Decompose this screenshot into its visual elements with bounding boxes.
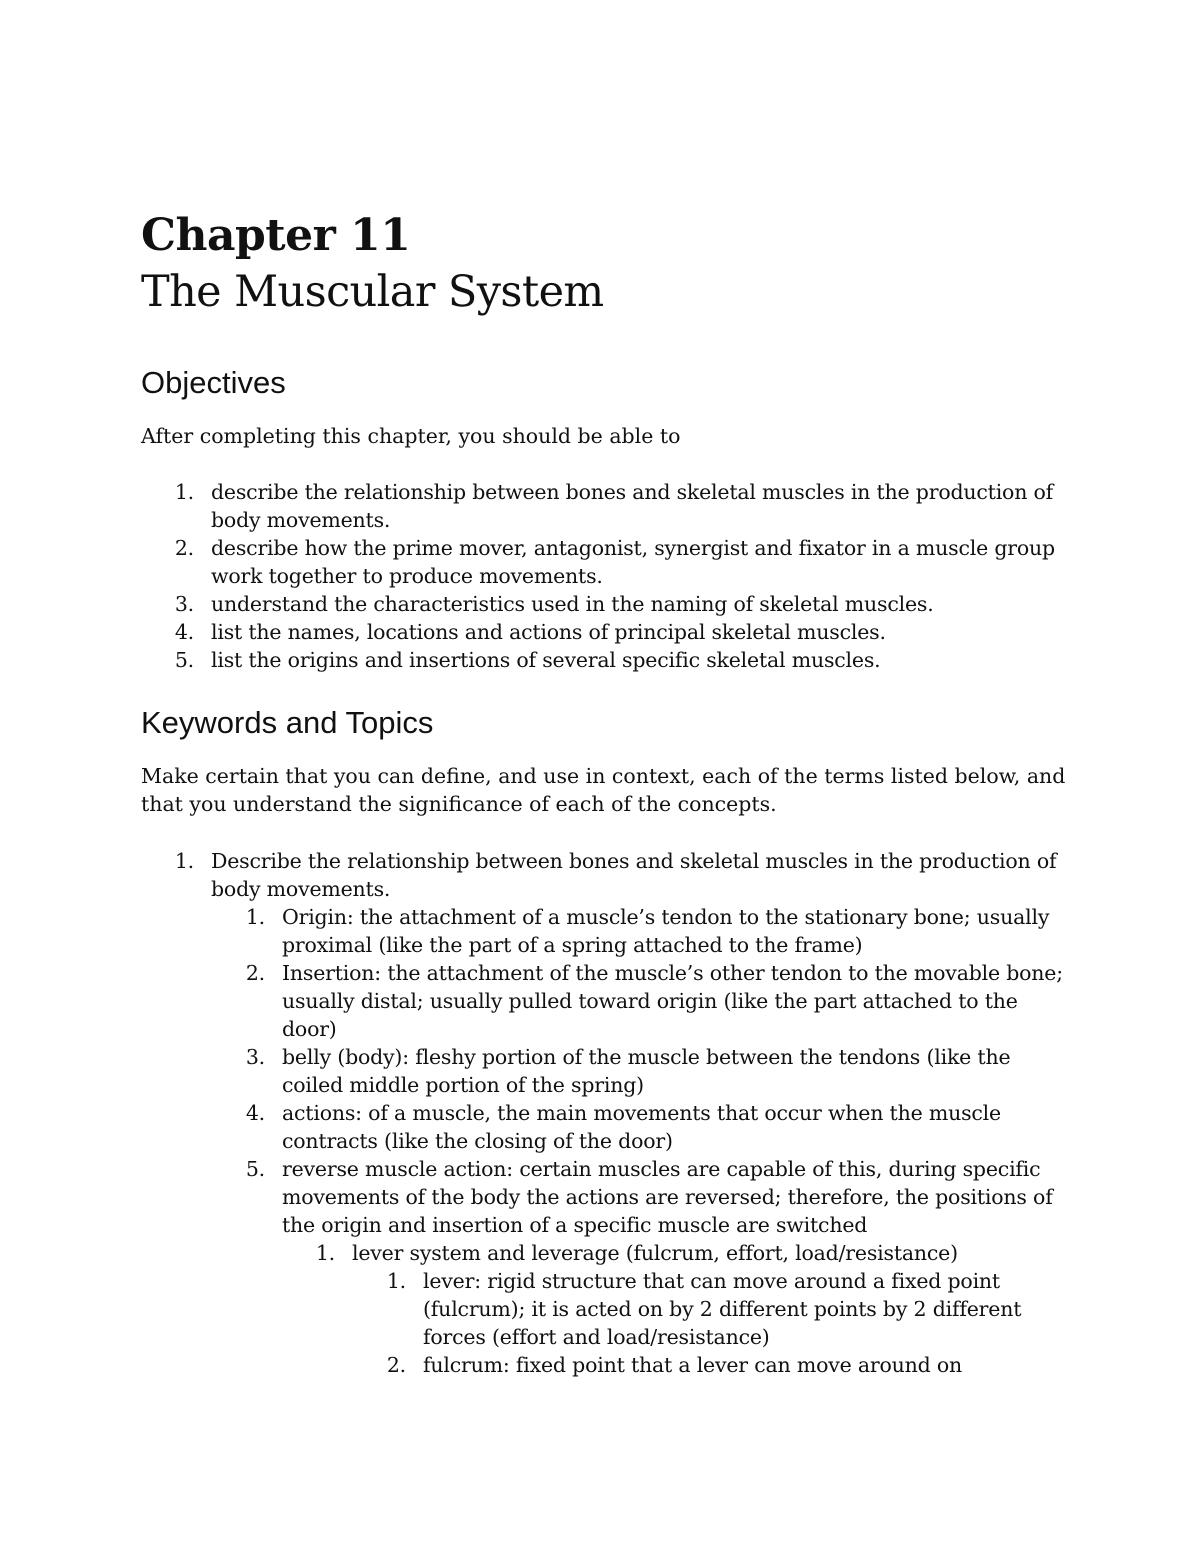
list-number: 2.: [245, 961, 265, 985]
list-text: Origin: the attachment of a muscle’s tendon to the stationary bone; usually proximal (like the part of a spring attached to the frame): [282, 905, 1050, 957]
list-number: 5.: [245, 1157, 265, 1181]
list-text: describe how the prime mover, antagonist, synergist and fixator in a muscle group work together to produce movements.: [211, 536, 1055, 588]
list-text: list the names, locations and actions of principal skeletal muscles.: [211, 620, 886, 644]
list-item: [0, 646, 1200, 674]
list-item: [0, 1043, 1200, 1099]
list-item: [0, 959, 1200, 1043]
keywords-intro: Make certain that you can define, and use in context, each of the terms listed below, and that you understand the significance of each of the concepts.: [141, 764, 1066, 816]
objectives-list: [0, 478, 1200, 674]
list-text: Insertion: the attachment of the muscle’s other tendon to the movable bone; usually distal; usually pulled toward origin (like the part attached to the door): [282, 961, 1063, 1041]
list-item: [0, 1351, 1200, 1379]
list-text: understand the characteristics used in the naming of skeletal muscles.: [211, 592, 934, 616]
list-item: [0, 1099, 1200, 1155]
objectives-intro: After completing this chapter, you should be able to: [141, 424, 681, 448]
objectives-heading: Objectives: [141, 365, 286, 400]
list-number: 5.: [174, 648, 194, 672]
list-item: [0, 534, 1200, 590]
list-text: Describe the relationship between bones and skeletal muscles in the production of body movements.: [211, 849, 1057, 901]
list-item: [0, 1267, 1200, 1351]
list-number: 3.: [245, 1045, 265, 1069]
list-number: 2.: [174, 536, 194, 560]
list-number: 1.: [315, 1241, 335, 1265]
list-number: 1.: [245, 905, 265, 929]
list-number: 4.: [174, 620, 194, 644]
list-item: [0, 590, 1200, 618]
list-number: 1.: [174, 849, 194, 873]
list-text: lever: rigid structure that can move around a fixed point (fulcrum); it is acted on by 2 different points by 2 different forces (effort and load/resistance): [423, 1269, 1022, 1349]
chapter-number: Chapter 11: [141, 210, 411, 261]
keywords-heading: Keywords and Topics: [141, 705, 434, 740]
list-text: reverse muscle action: certain muscles are capable of this, during specific movements of the body the actions are reversed; therefore, the positions of the origin and insertion of a specific muscle are switched: [282, 1157, 1053, 1237]
chapter-title: The Muscular System: [141, 267, 604, 317]
list-item: [0, 618, 1200, 646]
list-number: 4.: [245, 1101, 265, 1125]
list-number: 1.: [174, 480, 194, 504]
list-item: [0, 1239, 1200, 1267]
list-item: [0, 478, 1200, 534]
list-item: [0, 847, 1200, 903]
list-text: describe the relationship between bones and skeletal muscles in the production of body movements.: [211, 480, 1054, 532]
keywords-list: [0, 847, 1200, 1379]
list-text: list the origins and insertions of several specific skeletal muscles.: [211, 648, 881, 672]
list-text: actions: of a muscle, the main movements that occur when the muscle contracts (like the closing of the door): [282, 1101, 1001, 1153]
list-number: 1.: [386, 1269, 406, 1293]
list-text: belly (body): fleshy portion of the muscle between the tendons (like the coiled middle portion of the spring): [282, 1045, 1011, 1097]
list-number: 2.: [386, 1353, 406, 1377]
list-text: lever system and leverage (fulcrum, effort, load/resistance): [352, 1241, 958, 1265]
list-item: [0, 1155, 1200, 1239]
list-item: [0, 903, 1200, 959]
list-text: fulcrum: fixed point that a lever can move around on: [423, 1353, 963, 1377]
list-number: 3.: [174, 592, 194, 616]
